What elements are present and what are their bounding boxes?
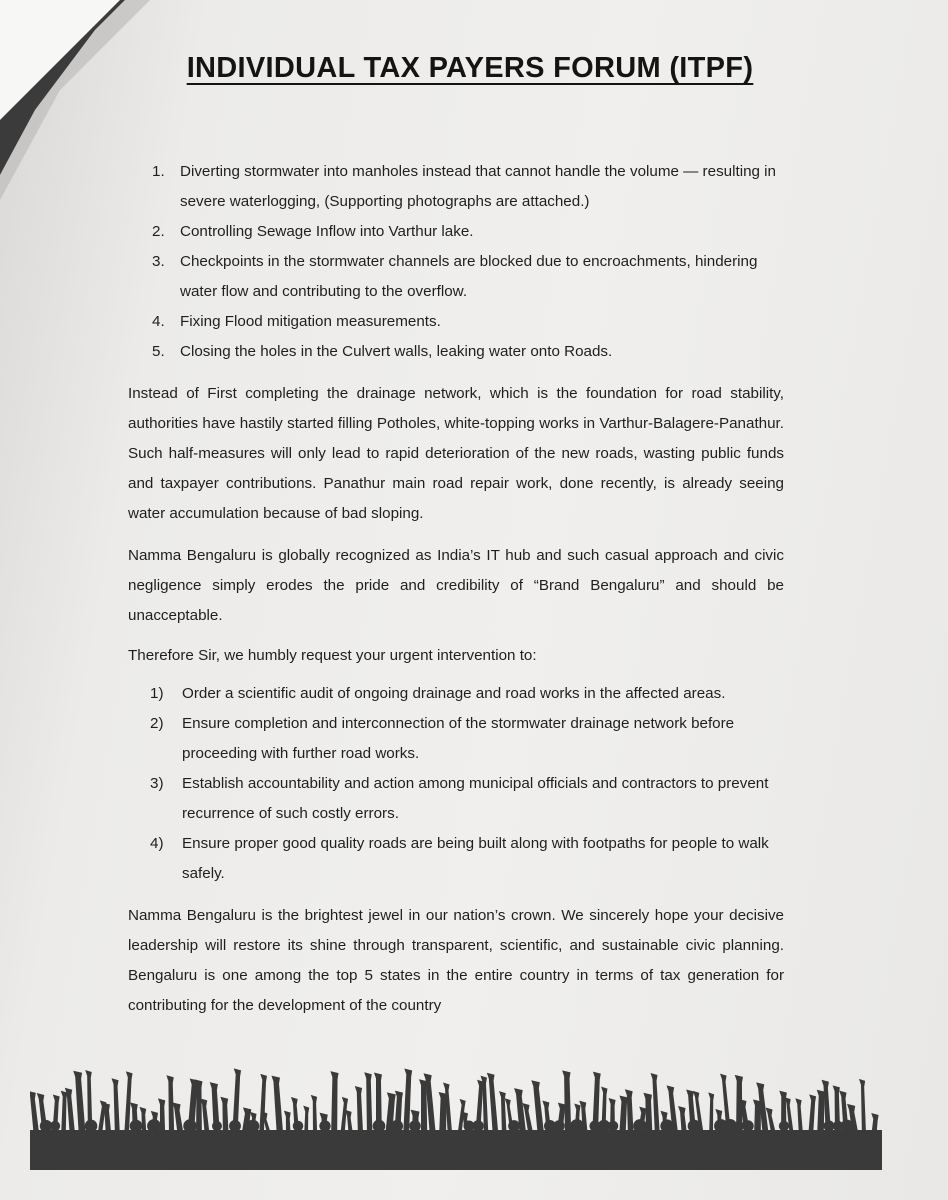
list-text: Ensure proper good quality roads are being built along with footpaths for people to walk safely. — [182, 835, 769, 882]
list-number: 3) — [150, 775, 164, 792]
list-number: 3. — [152, 253, 165, 270]
list-text: Fixing Flood mitigation measurements. — [180, 313, 441, 330]
list-item — [128, 679, 784, 709]
list-text: Diverting stormwater into manholes instead that cannot handle the volume — resulting in severe waterlogging, (Supporting photographs are attached.) — [180, 163, 777, 210]
list-item — [128, 829, 784, 889]
list-item — [128, 157, 784, 217]
list-item — [128, 709, 784, 769]
paragraph-drainage: Instead of First completing the drainage network, which is the foundation for road stability, authorities have hastily started filling Potholes, white-topping works in Varthur-Balagere-Panathur. Such half-measures will only lead to rapid deterioration of the new roads, wasting public funds and taxpayer contributions. Panathur main road repair work, done recently, is already seeing water accumulation because of bad sloping. — [128, 385, 784, 522]
paragraph-brand: Namma Bengaluru is globally recognized as India’s IT hub and such casual approach and civic negligence simply erodes the pride and credibility of “Brand Bengaluru” and should be unacceptable. — [128, 547, 784, 624]
list-number: 4. — [152, 313, 165, 330]
list-text: Order a scientific audit of ongoing drainage and road works in the affected areas. — [182, 685, 726, 702]
letter-body — [128, 157, 784, 1021]
list-text: Establish accountability and action among municipal officials and contractors to prevent recurrence of such costly errors. — [182, 775, 769, 822]
list-item — [128, 337, 784, 367]
crowd-silhouette-banner — [30, 1068, 882, 1170]
list-item — [128, 217, 784, 247]
list-text: Controlling Sewage Inflow into Varthur lake. — [180, 223, 474, 240]
list-number: 4) — [150, 835, 164, 852]
list-number: 2. — [152, 223, 165, 240]
list-text: Closing the holes in the Culvert walls, leaking water onto Roads. — [180, 343, 613, 360]
list-item — [128, 307, 784, 337]
list-number: 5. — [152, 343, 165, 360]
list-text: Ensure completion and interconnection of the stormwater drainage network before proceeding with further road works. — [182, 715, 735, 762]
list-item — [128, 247, 784, 307]
list-number: 1. — [152, 163, 165, 180]
page-title: INDIVIDUAL TAX PAYERS FORUM (ITPF) — [186, 52, 754, 84]
paragraph-request: Therefore Sir, we humbly request your urgent intervention to: — [128, 647, 537, 664]
list-number: 2) — [150, 715, 164, 732]
requests-list — [128, 679, 784, 889]
paragraph-closing: Namma Bengaluru is the brightest jewel in our nation’s crown. We sincerely hope your decisive leadership will restore its shine through transparent, scientific, and sustainable civic planning. Bengaluru is one among the top 5 states in the entire country in terms of tax generation for contributing for the development of the country — [128, 907, 784, 1014]
list-item — [128, 769, 784, 829]
issues-list — [128, 157, 784, 367]
list-number: 1) — [150, 685, 164, 702]
list-text: Checkpoints in the stormwater channels are blocked due to encroachments, hindering water flow and contributing to the overflow. — [180, 253, 758, 300]
